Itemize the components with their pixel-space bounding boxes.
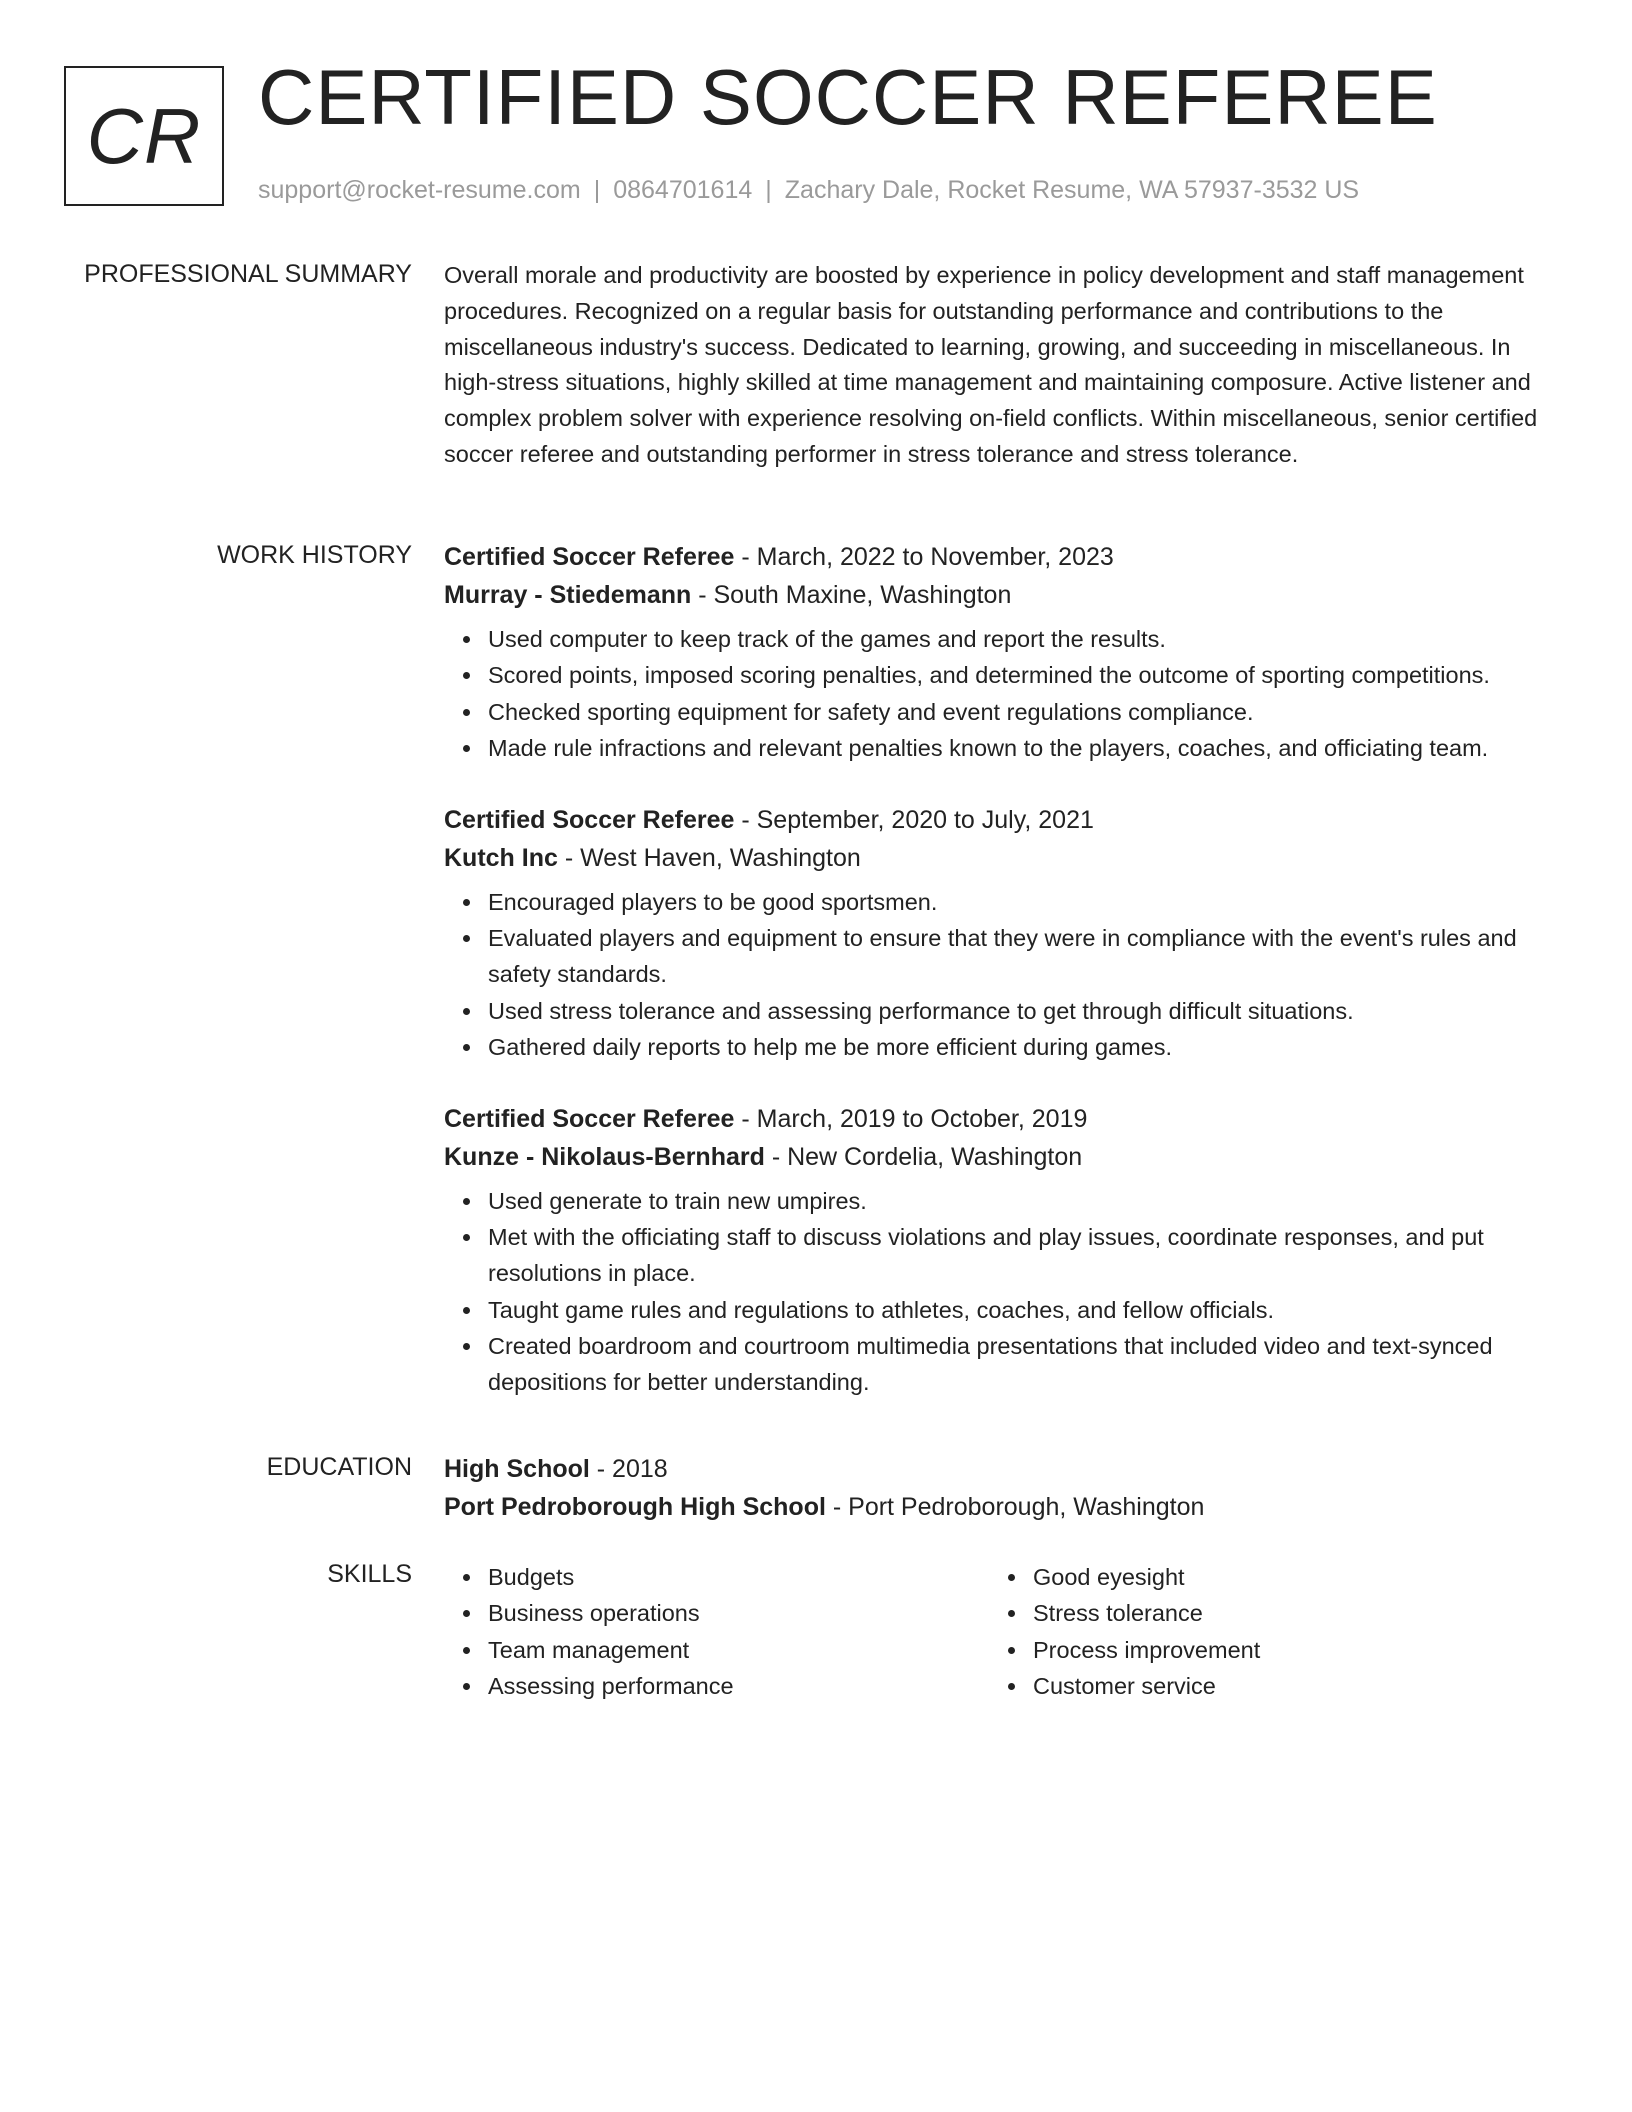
skill-item: Budgets bbox=[488, 1560, 989, 1596]
skill-item: Process improvement bbox=[1033, 1633, 1534, 1669]
work-history-list bbox=[444, 538, 1554, 1435]
job-title-line bbox=[444, 1100, 1554, 1138]
job-title: Certified Soccer Referee bbox=[444, 1105, 735, 1134]
education-location: - Port Pedroborough, Washington bbox=[825, 1493, 1205, 1521]
contact-phone: 0864701614 bbox=[613, 176, 753, 204]
education-school: Port Pedroborough High School bbox=[444, 1493, 826, 1521]
job-company: Murray - Stiedemann bbox=[444, 581, 692, 609]
summary-heading: PROFESSIONAL SUMMARY bbox=[84, 260, 412, 288]
job-bullet: Encouraged players to be good sportsmen. bbox=[488, 885, 1554, 921]
job-company: Kunze - Nikolaus-Bernhard bbox=[444, 1143, 765, 1172]
summary-text: Overall morale and productivity are boosted by experience in policy development and staff management procedures. Recognized on a regular basis for outstanding performance and contributions to the miscellaneous industry's success. Dedicated to learning, growing, and succeeding in miscellaneous. In high-stress situations, highly skilled at time management and maintaining composure. Active listener and complex problem solver with experience resolving on-field conflicts. Within miscellaneous, senior certified soccer referee and outstanding performer in stress tolerance and stress tolerance. bbox=[444, 262, 1538, 467]
skills-heading: SKILLS bbox=[327, 1560, 412, 1588]
resume-title: CERTIFIED SOCCER REFEREE bbox=[258, 53, 1438, 141]
skills-column-left bbox=[444, 1560, 989, 1705]
job-bullet: Checked sporting equipment for safety and event regulations compliance. bbox=[488, 695, 1554, 731]
education-degree: High School bbox=[444, 1455, 590, 1483]
job-title: Certified Soccer Referee bbox=[444, 806, 735, 835]
contact-separator: | bbox=[765, 176, 772, 204]
skills-bullets bbox=[444, 1560, 989, 1705]
job-bullet: Made rule infractions and relevant penalties known to the players, coaches, and officiating team. bbox=[488, 731, 1554, 767]
job-company-line bbox=[444, 576, 1554, 614]
job-location: - New Cordelia, Washington bbox=[764, 1143, 1083, 1172]
job-bullet: Created boardroom and courtroom multimedia presentations that included video and text-synced depositions for better understanding. bbox=[488, 1329, 1554, 1401]
job-dates: - March, 2019 to October, 2019 bbox=[734, 1105, 1088, 1134]
contact-separator: | bbox=[593, 176, 601, 204]
job-company: Kutch Inc bbox=[444, 844, 558, 873]
skills-column-right bbox=[989, 1560, 1534, 1705]
contact-email: support@rocket-resume.com bbox=[258, 176, 581, 204]
skills-list bbox=[444, 1560, 1554, 1705]
work-history-heading: WORK HISTORY bbox=[217, 541, 412, 569]
job-bullets bbox=[444, 885, 1554, 1066]
job-entry bbox=[444, 801, 1554, 1066]
job-title-line bbox=[444, 801, 1554, 839]
skill-item: Stress tolerance bbox=[1033, 1596, 1534, 1632]
education-entry bbox=[444, 1450, 1554, 1526]
job-entry bbox=[444, 1100, 1554, 1401]
job-bullet: Gathered daily reports to help me be more efficient during games. bbox=[488, 1030, 1554, 1066]
education-degree-line bbox=[444, 1450, 1554, 1488]
skills-bullets bbox=[989, 1560, 1534, 1705]
job-bullet: Met with the officiating staff to discuss violations and play issues, coordinate responses, and put resolutions in place. bbox=[488, 1220, 1554, 1292]
job-entry bbox=[444, 538, 1554, 767]
job-bullets bbox=[444, 1184, 1554, 1401]
job-bullet: Scored points, imposed scoring penalties, and determined the outcome of sporting competitions. bbox=[488, 658, 1554, 694]
skill-item: Customer service bbox=[1033, 1669, 1534, 1705]
job-dates: - March, 2022 to November, 2023 bbox=[734, 543, 1114, 571]
job-company-line bbox=[444, 839, 1554, 877]
job-company-line bbox=[444, 1138, 1554, 1176]
job-bullet: Evaluated players and equipment to ensure that they were in compliance with the event's rules and safety standards. bbox=[488, 921, 1554, 993]
job-bullets bbox=[444, 622, 1554, 767]
education-heading: EDUCATION bbox=[266, 1453, 412, 1481]
job-title-line bbox=[444, 538, 1554, 576]
job-location: - West Haven, Washington bbox=[557, 844, 861, 873]
job-dates: - September, 2020 to July, 2021 bbox=[734, 806, 1094, 835]
skill-item: Business operations bbox=[488, 1596, 989, 1632]
initials-text: CR bbox=[86, 91, 202, 180]
job-title: Certified Soccer Referee bbox=[444, 543, 735, 571]
contact-address: Zachary Dale, Rocket Resume, WA 57937-3532 US bbox=[784, 176, 1360, 204]
education-school-line bbox=[444, 1488, 1554, 1526]
contact-line bbox=[258, 176, 1359, 205]
job-bullet: Used computer to keep track of the games and report the results. bbox=[488, 622, 1554, 658]
education-year: - 2018 bbox=[589, 1455, 668, 1483]
job-bullet: Used generate to train new umpires. bbox=[488, 1184, 1554, 1220]
skill-item: Assessing performance bbox=[488, 1669, 989, 1705]
initials-monogram bbox=[64, 66, 224, 206]
skill-item: Team management bbox=[488, 1633, 989, 1669]
job-location: - South Maxine, Washington bbox=[691, 581, 1012, 609]
skill-item: Good eyesight bbox=[1033, 1560, 1534, 1596]
job-bullet: Taught game rules and regulations to athletes, coaches, and fellow officials. bbox=[488, 1293, 1554, 1329]
job-bullet: Used stress tolerance and assessing performance to get through difficult situations. bbox=[488, 994, 1554, 1030]
